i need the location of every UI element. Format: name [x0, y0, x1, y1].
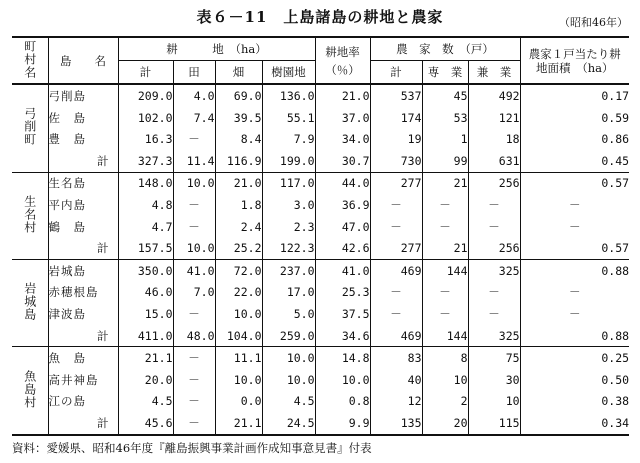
- cell-households-total: －: [370, 303, 422, 325]
- farmland-table: [12, 36, 629, 436]
- cell-households-total: 469: [370, 259, 422, 281]
- cell-households-full: 21: [422, 237, 468, 259]
- cell-households-part: 325: [468, 259, 520, 281]
- cell-households-full: 1: [422, 128, 468, 150]
- cell-per-household: －: [520, 303, 629, 325]
- cell-households-part: －: [468, 216, 520, 238]
- cell-farmland-field: 21.1: [215, 412, 262, 435]
- subtotal-row: [12, 412, 629, 435]
- header-households: 農 家 数 （戸）: [370, 37, 520, 61]
- cell-farmland-orchard: 3.0: [262, 194, 315, 216]
- cell-farmland-total: 209.0: [118, 84, 173, 107]
- cell-farmland-orchard: 4.5: [262, 391, 315, 413]
- cell-farmland-field: 0.0: [215, 391, 262, 413]
- cell-farmland-rice: 48.0: [173, 325, 215, 347]
- cell-farmland-field: 69.0: [215, 84, 262, 107]
- cell-farmland-orchard: 55.1: [262, 107, 315, 129]
- cell-rate: 14.8: [315, 347, 370, 369]
- cell-rate: 47.0: [315, 216, 370, 238]
- header-farmland-total: 計: [118, 61, 173, 85]
- table-row: [12, 259, 629, 281]
- cell-farmland-orchard: 117.0: [262, 172, 315, 194]
- cell-per-household: －: [520, 194, 629, 216]
- cell-households-part: 256: [468, 172, 520, 194]
- cell-rate: 10.0: [315, 369, 370, 391]
- cell-farmland-total: 350.0: [118, 259, 173, 281]
- cell-farmland-total: 4.7: [118, 216, 173, 238]
- table-row: [12, 369, 629, 391]
- cell-farmland-field: 116.9: [215, 150, 262, 172]
- subtotal-row: [12, 150, 629, 172]
- cell-farmland-orchard: 259.0: [262, 325, 315, 347]
- cell-farmland-rice: 10.0: [173, 237, 215, 259]
- cell-households-full: 2: [422, 391, 468, 413]
- cell-farmland-orchard: 136.0: [262, 84, 315, 107]
- header-farmland-field: 畑: [215, 61, 262, 85]
- cell-rate: 37.5: [315, 303, 370, 325]
- cell-households-total: －: [370, 194, 422, 216]
- municipality-cell: [12, 259, 48, 346]
- cell-rate: 0.8: [315, 391, 370, 413]
- cell-households-full: 8: [422, 347, 468, 369]
- cell-farmland-rice: －: [173, 128, 215, 150]
- municipality-name: 岩城島: [22, 282, 37, 322]
- header-farmland-rice: 田: [173, 61, 215, 85]
- cell-farmland-orchard: 10.0: [262, 347, 315, 369]
- table-row: [12, 216, 629, 238]
- table-row: [12, 347, 629, 369]
- cell-farmland-total: 327.3: [118, 150, 173, 172]
- cell-households-full: 53: [422, 107, 468, 129]
- table-row: [12, 128, 629, 150]
- table-row: [12, 282, 629, 304]
- table-row: [12, 84, 629, 107]
- cell-households-total: 277: [370, 237, 422, 259]
- cell-farmland-total: 4.5: [118, 391, 173, 413]
- municipality-name: 魚島村: [22, 369, 37, 409]
- cell-households-part: 492: [468, 84, 520, 107]
- cell-households-part: －: [468, 303, 520, 325]
- cell-farmland-orchard: 237.0: [262, 259, 315, 281]
- cell-per-household: 0.57: [520, 237, 629, 259]
- cell-per-household: 0.25: [520, 347, 629, 369]
- cell-households-total: 40: [370, 369, 422, 391]
- cell-farmland-orchard: 7.9: [262, 128, 315, 150]
- municipality-name: 生名村: [22, 194, 37, 234]
- cell-per-household: 0.38: [520, 391, 629, 413]
- cell-farmland-orchard: 17.0: [262, 282, 315, 304]
- cell-farmland-total: 16.3: [118, 128, 173, 150]
- cell-per-household: －: [520, 216, 629, 238]
- table-row: [12, 107, 629, 129]
- cell-farmland-rice: －: [173, 369, 215, 391]
- cell-farmland-orchard: 5.0: [262, 303, 315, 325]
- island-name: 岩城島: [48, 259, 118, 281]
- cell-households-full: 21: [422, 172, 468, 194]
- table-title: 表６－11 上島諸島の耕地と農家: [196, 8, 444, 26]
- table-row: [12, 172, 629, 194]
- cell-farmland-total: 157.5: [118, 237, 173, 259]
- cell-farmland-field: 2.4: [215, 216, 262, 238]
- table-row: [12, 391, 629, 413]
- cell-farmland-field: 25.2: [215, 237, 262, 259]
- cell-farmland-rice: 4.0: [173, 84, 215, 107]
- cell-farmland-orchard: 199.0: [262, 150, 315, 172]
- cell-households-total: 12: [370, 391, 422, 413]
- island-name: 赤穂根島: [48, 282, 118, 304]
- cell-farmland-total: 4.8: [118, 194, 173, 216]
- cell-farmland-total: 102.0: [118, 107, 173, 129]
- cell-farmland-orchard: 10.0: [262, 369, 315, 391]
- cell-households-part: 30: [468, 369, 520, 391]
- cell-households-total: 730: [370, 150, 422, 172]
- cell-households-total: 469: [370, 325, 422, 347]
- header-rate: [315, 37, 370, 84]
- cell-farmland-field: 22.0: [215, 282, 262, 304]
- cell-farmland-rice: 41.0: [173, 259, 215, 281]
- cell-farmland-total: 15.0: [118, 303, 173, 325]
- cell-farmland-field: 1.8: [215, 194, 262, 216]
- island-name: 高井神島: [48, 369, 118, 391]
- header-per-household: 農家１戸当たり耕地面積 （ha）: [520, 37, 629, 84]
- cell-households-full: 10: [422, 369, 468, 391]
- header-rate-unit: （％）: [325, 62, 360, 77]
- header-island: 島 名: [48, 37, 118, 84]
- subtotal-row: [12, 237, 629, 259]
- cell-farmland-rice: 7.4: [173, 107, 215, 129]
- era-note: （昭和46年）: [559, 16, 628, 29]
- cell-farmland-orchard: 2.3: [262, 216, 315, 238]
- cell-farmland-rice: －: [173, 303, 215, 325]
- cell-rate: 21.0: [315, 84, 370, 107]
- cell-farmland-total: 20.0: [118, 369, 173, 391]
- island-name: 佐 島: [48, 107, 118, 129]
- cell-households-total: 537: [370, 84, 422, 107]
- island-name: 計: [48, 150, 118, 172]
- cell-households-full: 20: [422, 412, 468, 435]
- cell-households-total: 135: [370, 412, 422, 435]
- table-row: [12, 194, 629, 216]
- header-households-total: 計: [370, 61, 422, 85]
- municipality-cell: [12, 84, 48, 172]
- header-farmland-orchard: 樹園地: [262, 61, 315, 85]
- island-name: 豊 島: [48, 128, 118, 150]
- table-row: [12, 303, 629, 325]
- cell-rate: 36.9: [315, 194, 370, 216]
- cell-per-household: 0.59: [520, 107, 629, 129]
- cell-farmland-field: 11.1: [215, 347, 262, 369]
- header-farmland: 耕 地 （ha）: [118, 37, 315, 61]
- cell-farmland-rice: 11.4: [173, 150, 215, 172]
- cell-households-part: 631: [468, 150, 520, 172]
- header-municipality: 町村名: [12, 37, 48, 84]
- cell-households-part: 18: [468, 128, 520, 150]
- cell-farmland-total: 21.1: [118, 347, 173, 369]
- cell-per-household: 0.17: [520, 84, 629, 107]
- cell-rate: 30.7: [315, 150, 370, 172]
- cell-rate: 41.0: [315, 259, 370, 281]
- island-name: 計: [48, 412, 118, 435]
- cell-households-full: －: [422, 194, 468, 216]
- header-households-full: 専 業: [422, 61, 468, 85]
- cell-farmland-rice: －: [173, 194, 215, 216]
- municipality-cell: [12, 347, 48, 435]
- cell-households-full: 99: [422, 150, 468, 172]
- cell-households-part: 325: [468, 325, 520, 347]
- cell-households-full: －: [422, 282, 468, 304]
- island-name: 平内島: [48, 194, 118, 216]
- cell-rate: 34.0: [315, 128, 370, 150]
- cell-households-part: －: [468, 194, 520, 216]
- island-name: 江の島: [48, 391, 118, 413]
- cell-farmland-field: 8.4: [215, 128, 262, 150]
- cell-households-full: 144: [422, 325, 468, 347]
- cell-per-household: 0.88: [520, 259, 629, 281]
- municipality-cell: [12, 172, 48, 259]
- cell-households-full: －: [422, 216, 468, 238]
- cell-rate: 37.0: [315, 107, 370, 129]
- cell-farmland-total: 411.0: [118, 325, 173, 347]
- cell-rate: 25.3: [315, 282, 370, 304]
- cell-rate: 9.9: [315, 412, 370, 435]
- cell-households-full: 45: [422, 84, 468, 107]
- municipality-name: 弓削町: [22, 107, 37, 147]
- cell-per-household: －: [520, 282, 629, 304]
- table-body: [12, 84, 629, 435]
- cell-farmland-rice: －: [173, 412, 215, 435]
- cell-households-total: 277: [370, 172, 422, 194]
- cell-farmland-rice: －: [173, 216, 215, 238]
- cell-households-part: 115: [468, 412, 520, 435]
- cell-farmland-rice: －: [173, 391, 215, 413]
- cell-farmland-field: 39.5: [215, 107, 262, 129]
- cell-farmland-orchard: 24.5: [262, 412, 315, 435]
- cell-farmland-total: 45.6: [118, 412, 173, 435]
- cell-rate: 34.6: [315, 325, 370, 347]
- cell-households-part: 75: [468, 347, 520, 369]
- cell-households-part: 121: [468, 107, 520, 129]
- cell-farmland-field: 21.0: [215, 172, 262, 194]
- cell-farmland-total: 148.0: [118, 172, 173, 194]
- cell-per-household: 0.34: [520, 412, 629, 435]
- cell-households-part: 10: [468, 391, 520, 413]
- cell-per-household: 0.50: [520, 369, 629, 391]
- cell-rate: 44.0: [315, 172, 370, 194]
- cell-rate: 42.6: [315, 237, 370, 259]
- cell-households-part: 256: [468, 237, 520, 259]
- cell-farmland-rice: 10.0: [173, 172, 215, 194]
- cell-farmland-rice: 7.0: [173, 282, 215, 304]
- cell-farmland-orchard: 122.3: [262, 237, 315, 259]
- island-name: 計: [48, 325, 118, 347]
- cell-per-household: 0.45: [520, 150, 629, 172]
- source-note: 資料：愛媛県、昭和46年度『離島振興事業計画作成知事意見書』付表: [12, 441, 372, 455]
- cell-farmland-field: 10.0: [215, 303, 262, 325]
- cell-households-total: 83: [370, 347, 422, 369]
- island-name: 鶴 島: [48, 216, 118, 238]
- island-name: 魚 島: [48, 347, 118, 369]
- island-name: 弓削島: [48, 84, 118, 107]
- cell-farmland-field: 10.0: [215, 369, 262, 391]
- cell-households-total: －: [370, 216, 422, 238]
- header-households-part: 兼 業: [468, 61, 520, 85]
- cell-households-total: －: [370, 282, 422, 304]
- cell-per-household: 0.86: [520, 128, 629, 150]
- cell-per-household: 0.88: [520, 325, 629, 347]
- cell-farmland-rice: －: [173, 347, 215, 369]
- cell-households-full: 144: [422, 259, 468, 281]
- cell-households-part: －: [468, 282, 520, 304]
- cell-farmland-field: 72.0: [215, 259, 262, 281]
- cell-households-total: 19: [370, 128, 422, 150]
- cell-farmland-total: 46.0: [118, 282, 173, 304]
- subtotal-row: [12, 325, 629, 347]
- cell-households-full: －: [422, 303, 468, 325]
- island-name: 生名島: [48, 172, 118, 194]
- cell-farmland-field: 104.0: [215, 325, 262, 347]
- island-name: 津波島: [48, 303, 118, 325]
- cell-per-household: 0.57: [520, 172, 629, 194]
- header-rate-label: 耕地率: [325, 44, 360, 59]
- island-name: 計: [48, 237, 118, 259]
- cell-households-total: 174: [370, 107, 422, 129]
